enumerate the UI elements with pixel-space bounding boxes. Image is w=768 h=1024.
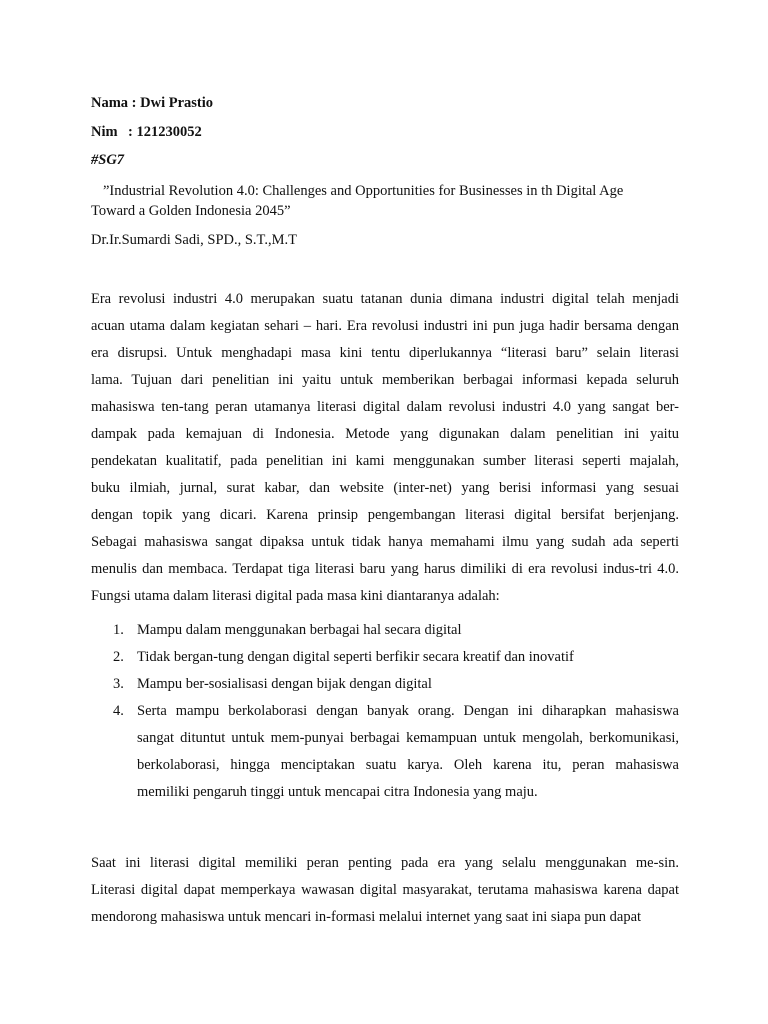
list-item [91, 698, 679, 806]
paragraph-line: dengan topik yang dicari. Karena prinsip pengembangan literasi digital bersifat berjenjang. [91, 507, 679, 523]
seminar-title-line: Toward a Golden Indonesia 2045” [91, 203, 291, 219]
paragraph-line: acuan utama dalam kegiatan sehari – hari. Era revolusi industri ini pun juga hadir bersama dengan [91, 318, 679, 334]
list-item-text: Mampu dalam menggunakan berbagai hal secara digital [137, 622, 462, 638]
list-item-text: Tidak bergan-tung dengan digital seperti berfikir secara kreatif dan inovatif [137, 649, 574, 665]
list-item-number: 4. [113, 703, 124, 719]
paragraph-line: Sebagai mahasiswa sangat dipaksa untuk tidak hanya memahami ilmu yang sudah ada seperti [91, 534, 679, 550]
student-id-label: Nim [91, 124, 118, 140]
list-item-text: sangat dituntut untuk mem-punyai berbagai kemampuan untuk mengolah, berkomunikasi, [137, 730, 679, 746]
paragraph-line: Saat ini literasi digital memiliki peran penting pada era yang selalu menggunakan me-sin. [91, 855, 679, 871]
paragraph-line: pendekatan kualitatif, pada penelitian ini kami menggunakan sumber literasi seperti majalah, [91, 453, 679, 469]
list-item-number: 1. [113, 622, 124, 638]
list-item-text: berkolaborasi, hingga menciptakan suatu karya. Oleh karena itu, peran mahasiswa [137, 757, 679, 773]
paragraph-line: dampak pada kemajuan di Indonesia. Metode yang digunakan dalam penelitian ini yaitu [91, 426, 679, 442]
paragraph-line: buku ilmiah, jurnal, surat kabar, dan website (inter-net) yang berisi informasi yang sesuai [91, 480, 679, 496]
list-item-text: Mampu ber-sosialisasi dengan bijak dengan digital [137, 676, 432, 692]
student-id-line [91, 124, 202, 141]
list-item-text: Serta mampu berkolaborasi dengan banyak orang. Dengan ini diharapkan mahasiswa [137, 703, 679, 719]
seminar-title-line: ”Industrial Revolution 4.0: Challenges and Opportunities for Businesses in th Digital Age [103, 183, 624, 199]
paragraph-line: mendorong mahasiswa untuk mencari in-formasi melalui internet yang saat ini siapa pun dapat [91, 909, 642, 925]
paragraph-line: lama. Tujuan dari penelitian ini yaitu untuk memberikan berbagai informasi kepada seluruh [91, 372, 679, 388]
list-item [91, 671, 679, 698]
paragraph-line: menulis dan membaca. Terdapat tiga literasi baru yang harus dimiliki di era revolusi indus-tri 4.0. [91, 561, 679, 577]
paragraph-line: mahasiswa ten-tang peran utamanya literasi digital dalam revolusi industri 4.0 yang sangat ber- [91, 399, 679, 415]
function-list [91, 617, 679, 806]
student-name: Nama : Dwi Prastio [91, 95, 214, 111]
paragraph-line: Literasi digital dapat memperkaya wawasan digital masyarakat, terutama mahasiswa karena dapat [91, 882, 679, 898]
list-item-number: 2. [113, 649, 124, 665]
paragraph-line: era disrupsi. Untuk menghadapi masa kini tentu diperlukannya “literasi baru” selain literasi [91, 345, 679, 361]
seminar-title [91, 181, 691, 221]
body-paragraph-2 [91, 850, 679, 931]
list-item [91, 644, 679, 671]
list-item-number: 3. [113, 676, 124, 692]
paragraph-line: Fungsi utama dalam literasi digital pada masa kini diantaranya adalah: [91, 588, 500, 604]
paragraph-line: Era revolusi industri 4.0 merupakan suatu tatanan dunia dimana industri digital telah menjadi [91, 291, 679, 307]
group-tag: #SG7 [91, 152, 125, 168]
body-paragraph-1 [91, 286, 679, 610]
speaker-name: Dr.Ir.Sumardi Sadi, SPD., S.T.,M.T [91, 232, 297, 248]
list-item [91, 617, 679, 644]
student-id-value: : 121230052 [128, 124, 202, 140]
list-item-text: memiliki pengaruh tinggi untuk mencapai citra Indonesia yang maju. [137, 784, 538, 800]
